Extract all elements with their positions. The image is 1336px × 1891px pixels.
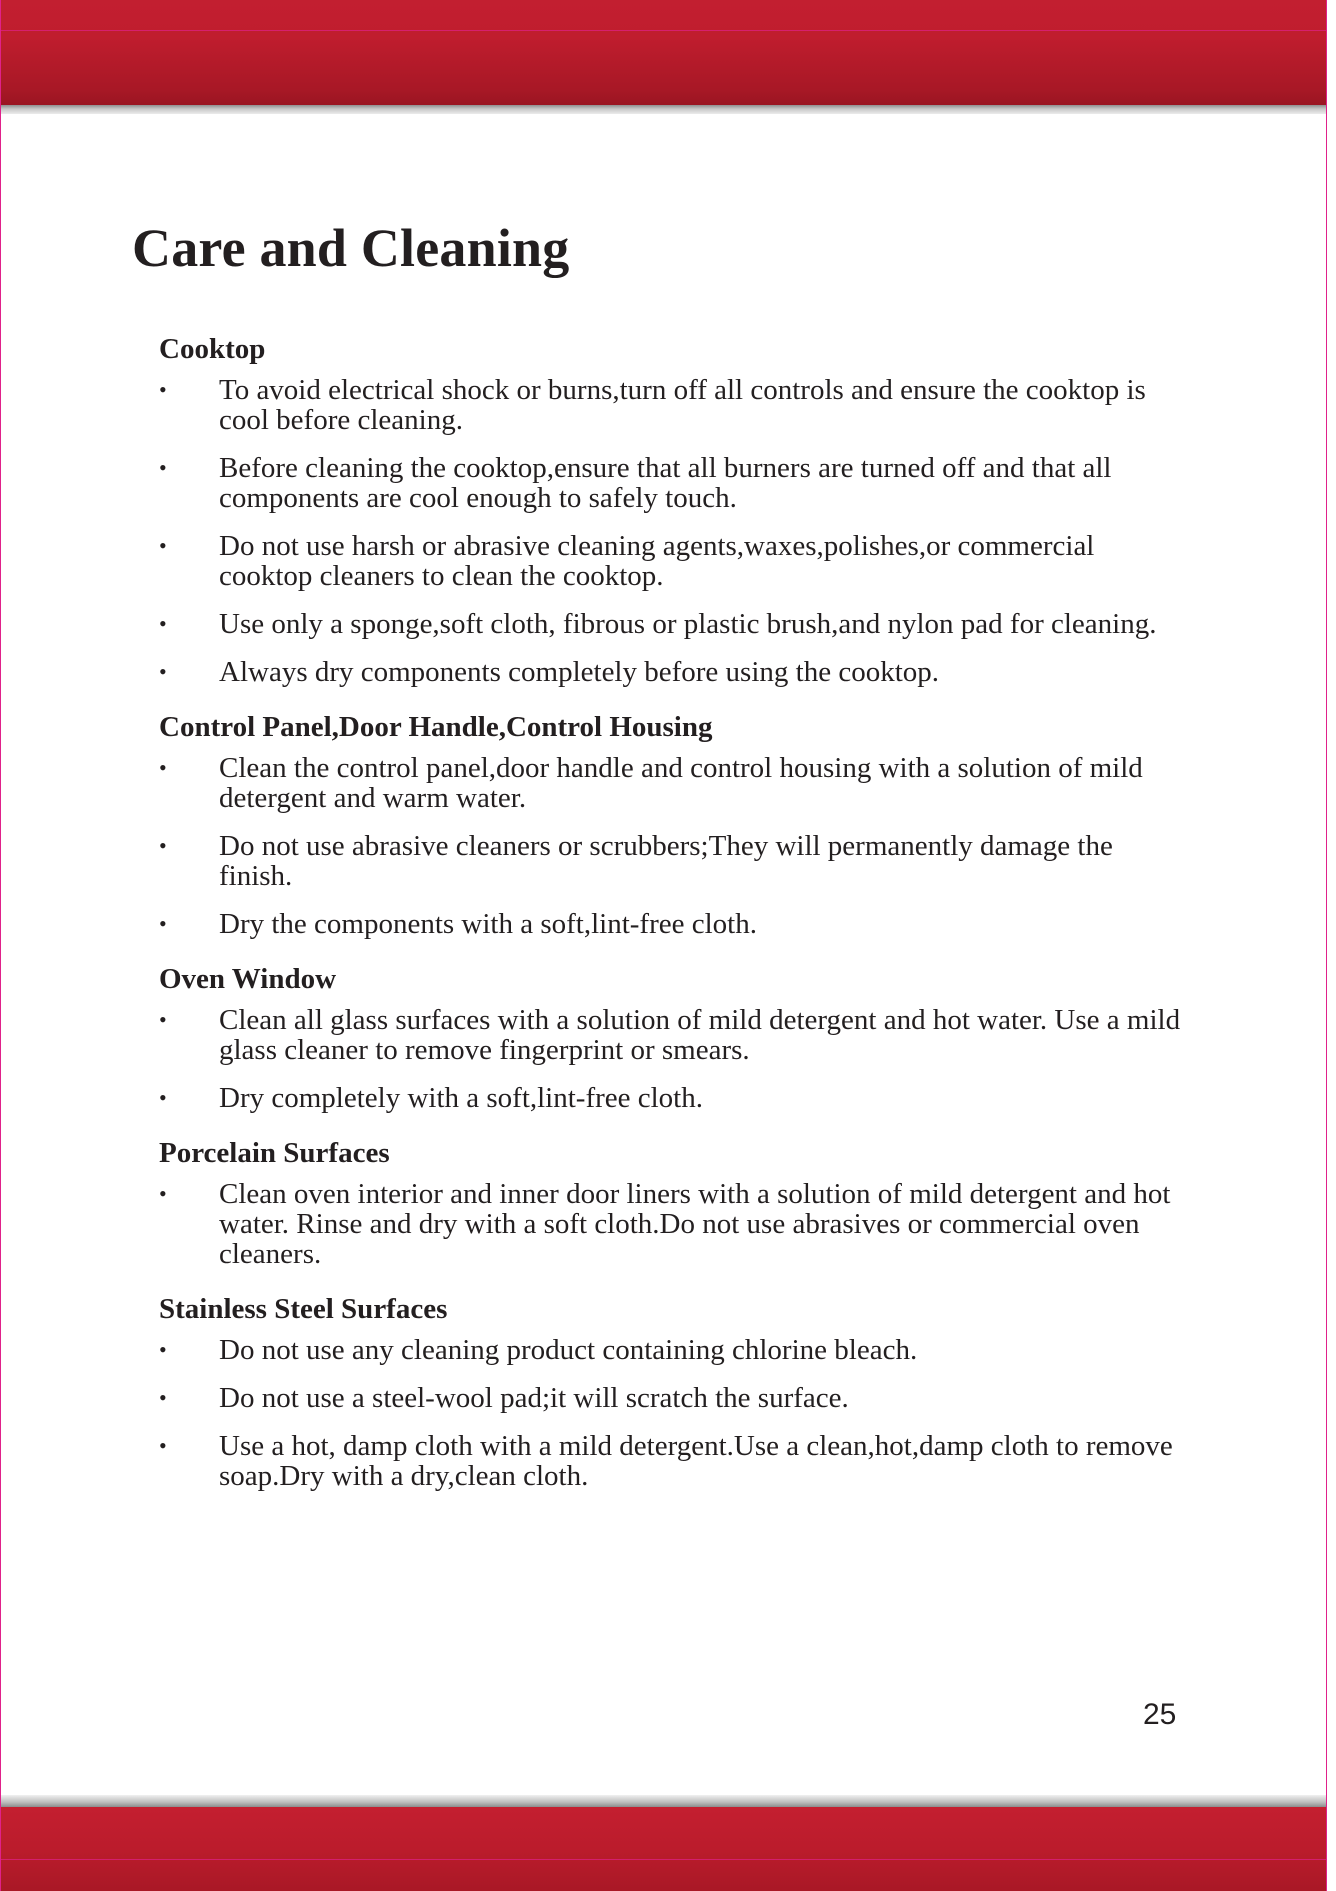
list-item-text: To avoid electrical shock or burns,turn off all controls and ensure the cooktop is cool before cleaning. (219, 374, 1146, 436)
list-item (159, 909, 1189, 939)
footer-divider (0, 1795, 1327, 1807)
bullet-icon: • (159, 1085, 167, 1110)
section-porcelain-surfaces (159, 1131, 1189, 1269)
bullet-list (159, 753, 1189, 939)
section-heading: Oven Window (159, 963, 337, 995)
bullet-icon: • (159, 377, 167, 402)
list-item-text: Dry the components with a soft,lint-free cloth. (219, 908, 757, 940)
section-heading: Control Panel,Door Handle,Control Housing (159, 711, 713, 743)
section-oven-window (159, 957, 1189, 1113)
bullet-icon: • (159, 755, 167, 780)
list-item (159, 1179, 1189, 1269)
list-item-text: Do not use harsh or abrasive cleaning agents,waxes,polishes,or commercial cooktop cleaners to clean the cooktop. (219, 530, 1095, 592)
section-heading: Cooktop (159, 333, 266, 365)
list-item (159, 1431, 1189, 1491)
bullet-list (159, 1335, 1189, 1491)
list-item-text: Do not use any cleaning product containing chlorine bleach. (219, 1334, 918, 1366)
list-item-text: Use only a sponge,soft cloth, fibrous or plastic brush,and nylon pad for cleaning. (219, 608, 1157, 640)
list-item (159, 453, 1189, 513)
list-item (159, 1005, 1189, 1065)
bullet-list (159, 1005, 1189, 1113)
page-number: 25 (1143, 1698, 1177, 1731)
bullet-icon: • (159, 1385, 167, 1410)
list-item (159, 609, 1189, 639)
header-band (0, 0, 1327, 105)
list-item (159, 657, 1189, 687)
section-stainless-steel-surfaces (159, 1287, 1189, 1491)
list-item (159, 375, 1189, 435)
bullet-list (159, 1179, 1189, 1269)
list-item (159, 1383, 1189, 1413)
bullet-icon: • (159, 911, 167, 936)
list-item-text: Always dry components completely before using the cooktop. (219, 656, 940, 688)
list-item-text: Clean oven interior and inner door liners with a solution of mild detergent and hot water. Rinse and dry with a soft cloth.Do not use abrasives or commercial oven cleaners. (219, 1178, 1171, 1270)
bullet-icon: • (159, 1181, 167, 1206)
list-item-text: Dry completely with a soft,lint-free cloth. (219, 1082, 703, 1114)
bullet-icon: • (159, 455, 167, 480)
care-instructions (159, 327, 1189, 1509)
footer-band (0, 1807, 1327, 1891)
bullet-icon: • (159, 833, 167, 858)
section-heading: Stainless Steel Surfaces (159, 1293, 448, 1325)
section-cooktop (159, 327, 1189, 687)
list-item (159, 1335, 1189, 1365)
list-item (159, 753, 1189, 813)
bullet-icon: • (159, 1337, 167, 1362)
section-heading: Porcelain Surfaces (159, 1137, 390, 1169)
bullet-icon: • (159, 533, 167, 558)
list-item-text: Before cleaning the cooktop,ensure that all burners are turned off and that all components are cool enough to safely touch. (219, 452, 1112, 514)
bullet-icon: • (159, 659, 167, 684)
list-item-text: Use a hot, damp cloth with a mild detergent.Use a clean,hot,damp cloth to remove soap.Dry with a dry,clean cloth. (219, 1430, 1173, 1492)
list-item-text: Clean all glass surfaces with a solution of mild detergent and hot water. Use a mild glass cleaner to remove fingerprint or smears. (219, 1004, 1181, 1066)
bullet-list (159, 375, 1189, 687)
list-item-text: Clean the control panel,door handle and control housing with a solution of mild detergent and warm water. (219, 752, 1143, 814)
list-item (159, 531, 1189, 591)
list-item-text: Do not use a steel-wool pad;it will scratch the surface. (219, 1382, 849, 1414)
bullet-icon: • (159, 1433, 167, 1458)
section-control-panel (159, 705, 1189, 939)
bullet-icon: • (159, 1007, 167, 1032)
bullet-icon: • (159, 611, 167, 636)
list-item (159, 831, 1189, 891)
list-item (159, 1083, 1189, 1113)
page-title: Care and Cleaning (132, 218, 570, 278)
header-divider (0, 105, 1327, 114)
list-item-text: Do not use abrasive cleaners or scrubbers;They will permanently damage the finish. (219, 830, 1113, 892)
